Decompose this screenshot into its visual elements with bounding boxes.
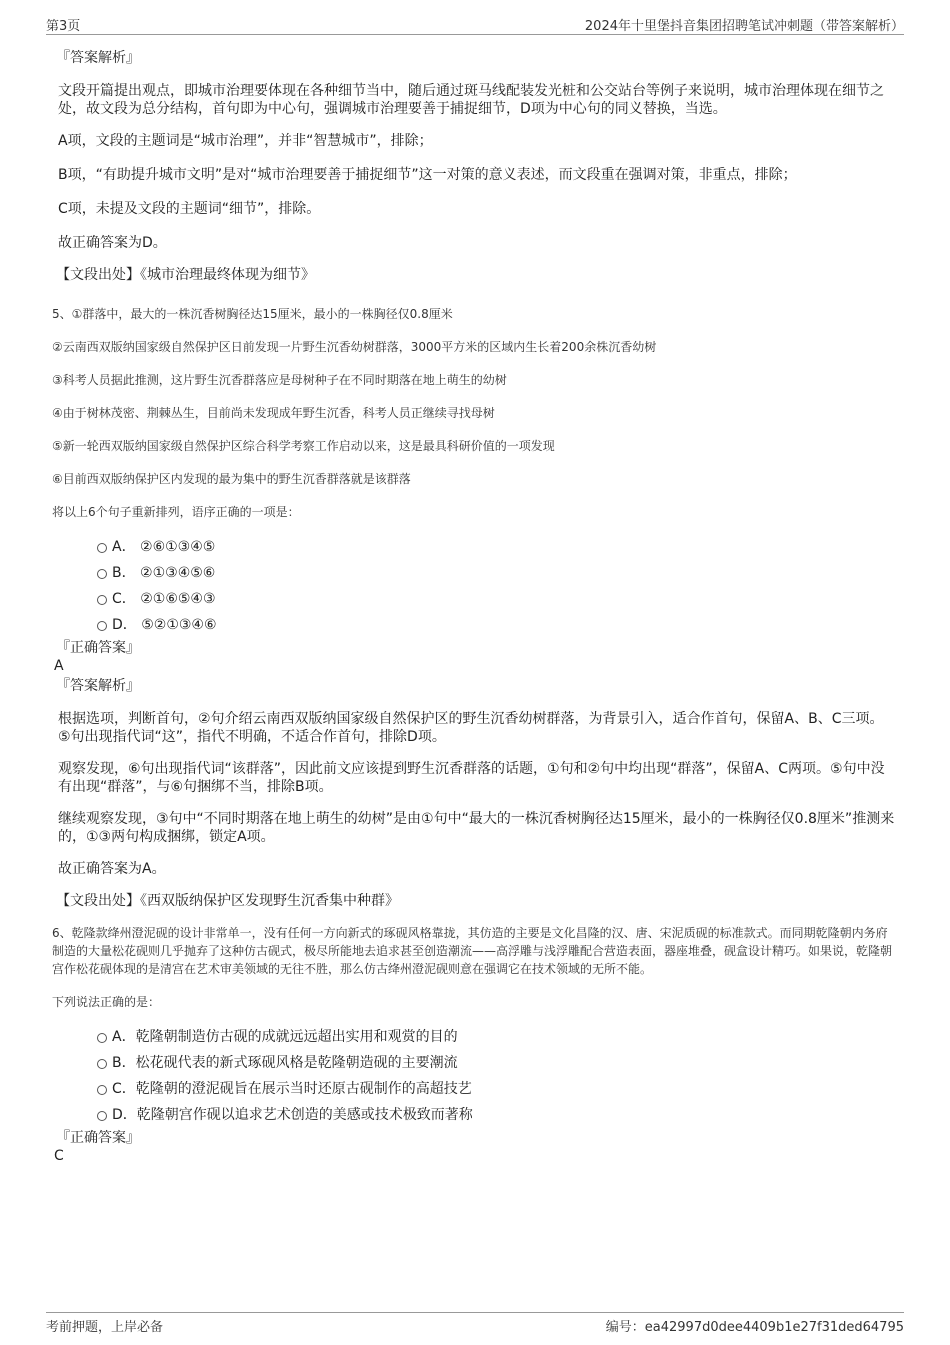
- page-header: [46, 12, 904, 35]
- analysis-paragraph: B项，“有助提升城市文明”是对“城市治理要善于捕捉细节”这一对策的意义表述，而文段重在强调对策，非重点，排除；: [58, 167, 797, 183]
- analysis-paragraph: C项，未提及文段的主题词“细节”，排除。: [58, 201, 321, 217]
- radio-icon[interactable]: [97, 621, 107, 631]
- option-c[interactable]: [56, 590, 896, 616]
- answer-label: 『正确答案』: [56, 1130, 140, 1146]
- answer-value: A: [54, 658, 64, 674]
- radio-icon[interactable]: [97, 595, 107, 605]
- option-b[interactable]: [56, 1054, 896, 1080]
- analysis-paragraph: 文段开篇提出观点，即城市治理要体现在各种细节当中，随后通过斑马线配装发光桩和公交站台等例子来说明，城市治理体现在细节之处，故文段为总分结构，首句即为中心句，强调城市治理要善于捕捉细节，D项为中心句的同义替换，当选。: [58, 83, 884, 117]
- option-label: A．乾隆朝制造仿古砚的成就远远超出实用和观赏的目的: [112, 1029, 458, 1045]
- option-label: A． ②⑥①③④⑤: [112, 539, 216, 555]
- option-a[interactable]: [56, 538, 896, 564]
- option-b[interactable]: [56, 564, 896, 590]
- options-list: [56, 538, 896, 642]
- question-stem-line: ④由于树林茂密、荆棘丛生，目前尚未发现成年野生沉香，科考人员正继续寻找母树: [52, 406, 495, 420]
- analysis-label: 『答案解析』: [56, 678, 140, 694]
- analysis-paragraph: 观察发现，⑥句出现指代词“该群落”，因此前文应该提到野生沉香群落的话题，①句和②句中均出现“群落”，保留A、C两项。⑤句中没有出现“群落”，与⑥句捆绑不当，排除B项。: [58, 761, 885, 795]
- radio-icon[interactable]: [97, 1033, 107, 1043]
- question-stem-line: ②云南西双版纳国家级自然保护区日前发现一片野生沉香幼树群落，3000平方米的区域内生长着200余株沉香幼树: [52, 340, 657, 354]
- question-stem-line: ③科考人员据此推测，这片野生沉香群落应是母树种子在不同时期落在地上萌生的幼树: [52, 373, 507, 387]
- footer-slogan: 考前押题，上岸必备: [46, 1320, 164, 1335]
- answer-value: C: [54, 1148, 64, 1164]
- document-id: 编号：ea42997d0dee4409b1e27f31ded64795: [605, 1320, 904, 1335]
- question-stem-line: 5、①群落中，最大的一株沉香树胸径达15厘米，最小的一株胸径仅0.8厘米: [52, 307, 453, 321]
- passage-source: 【文段出处】《西双版纳保护区发现野生沉香集中种群》: [56, 893, 399, 909]
- radio-icon[interactable]: [97, 1111, 107, 1121]
- option-label: D． ⑤②①③④⑥: [112, 617, 217, 633]
- question-stem: 6、乾隆款绛州澄泥砚的设计非常单一，没有任何一方向新式的琢砚风格靠拢，其仿造的主要是文化昌隆的汉、唐、宋泥质砚的标准款式。而同期乾隆朝内务府制造的大量松花砚则几乎抛弃了这种仿古砚式，极尽所能地去追求甚至创造潮流——高浮雕与浅浮雕配合营造表面，器座堆叠，砚盒设计精巧。如果说，乾隆朝宫作松花砚体现的是清宫在艺术审美领域的无往不胜，那么仿古绛州澄泥砚则意在强调它在技术领域的无所不能。: [52, 926, 893, 976]
- page-number: 第3页: [46, 19, 81, 34]
- question-prompt: 下列说法正确的是：: [52, 995, 161, 1009]
- radio-icon[interactable]: [97, 1059, 107, 1069]
- analysis-label: 『答案解析』: [56, 50, 140, 66]
- answer-label: 『正确答案』: [56, 640, 140, 656]
- radio-icon[interactable]: [97, 569, 107, 579]
- option-label: D．乾隆朝宫作砚以追求艺术创造的美感或技术极致而著称: [112, 1107, 473, 1123]
- analysis-paragraph: 故正确答案为A。: [58, 861, 166, 877]
- question-stem-line: ⑥目前西双版纳保护区内发现的最为集中的野生沉香群落就是该群落: [52, 472, 411, 486]
- option-d[interactable]: [56, 1106, 896, 1132]
- document-body: [52, 44, 896, 1164]
- question-prompt: 将以上6个句子重新排列，语序正确的一项是：: [52, 505, 300, 519]
- analysis-paragraph: 根据选项，判断首句，②句介绍云南西双版纳国家级自然保护区的野生沉香幼树群落，为背景引入，适合作首句，保留A、B、C三项。⑤句出现指代词“这”，指代不明确，不适合作首句，排除D项。: [58, 711, 884, 745]
- analysis-paragraph: 故正确答案为D。: [58, 235, 167, 251]
- option-label: B． ②①③④⑤⑥: [112, 565, 216, 581]
- page-footer: [46, 1312, 904, 1335]
- passage-source: 【文段出处】《城市治理最终体现为细节》: [56, 267, 315, 283]
- option-label: C． ②①⑥⑤④③: [112, 591, 216, 607]
- radio-icon[interactable]: [97, 543, 107, 553]
- option-label: C．乾隆朝的澄泥砚旨在展示当时还原古砚制作的高超技艺: [112, 1081, 472, 1097]
- analysis-paragraph: 继续观察发现，③句中“不同时期落在地上萌生的幼树”是由①句中“最大的一株沉香树胸径达15厘米，最小的一株胸径仅0.8厘米”推测来的，①③两句构成捆绑，锁定A项。: [58, 811, 895, 845]
- question-stem-line: ⑤新一轮西双版纳国家级自然保护区综合科学考察工作启动以来，这是最具科研价值的一项发现: [52, 439, 555, 453]
- option-d[interactable]: [56, 616, 896, 642]
- document-title: 2024年十里堡抖音集团招聘笔试冲刺题（带答案解析）: [584, 19, 904, 34]
- options-list: [56, 1028, 896, 1132]
- option-c[interactable]: [56, 1080, 896, 1106]
- option-a[interactable]: [56, 1028, 896, 1054]
- radio-icon[interactable]: [97, 1085, 107, 1095]
- analysis-paragraph: A项，文段的主题词是“城市治理”，并非“智慧城市”，排除；: [58, 133, 433, 149]
- option-label: B．松花砚代表的新式琢砚风格是乾隆朝造砚的主要潮流: [112, 1055, 458, 1071]
